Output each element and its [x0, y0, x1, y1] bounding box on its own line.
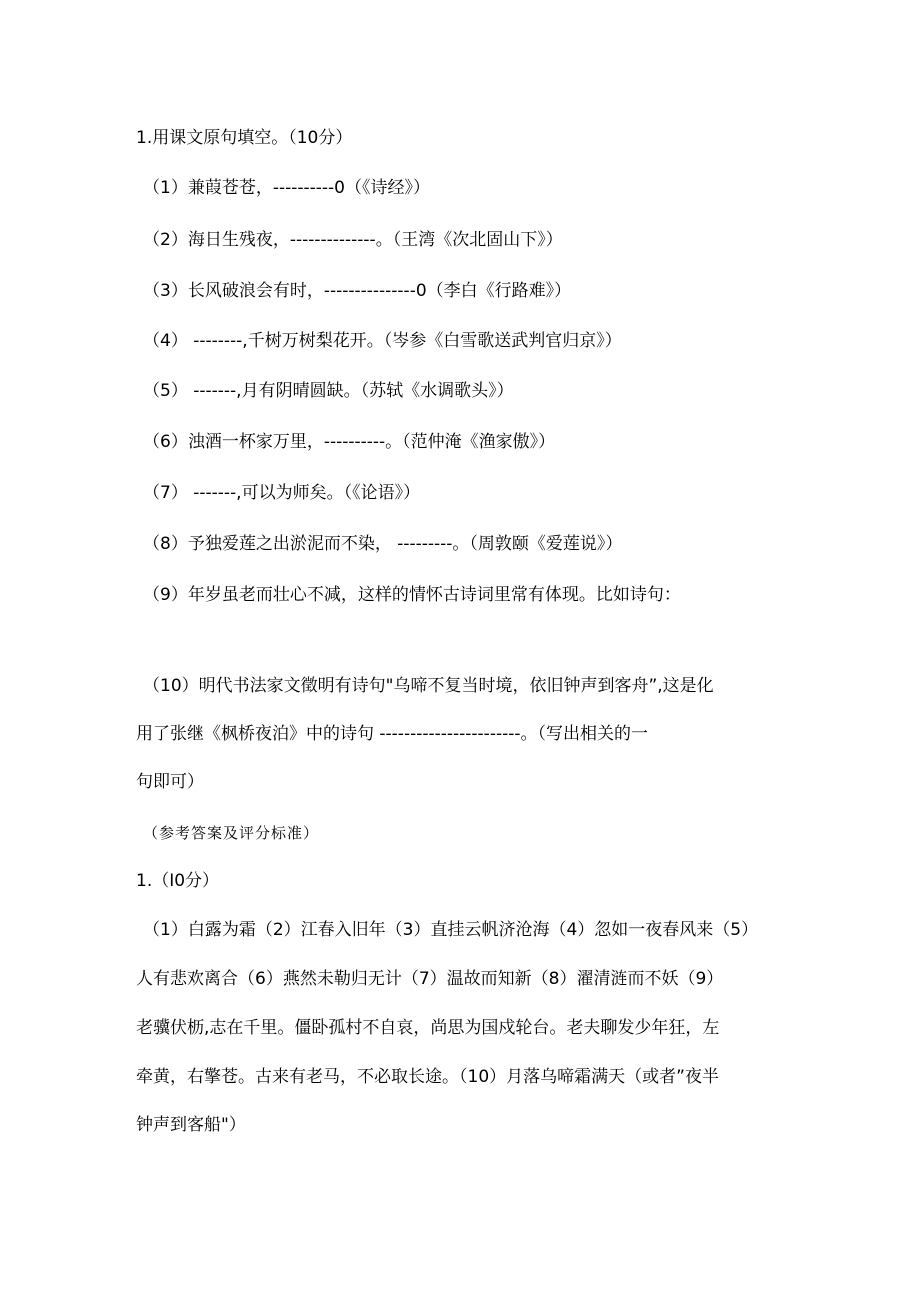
answer-line-5: 钟声到客船"）	[136, 1115, 246, 1135]
answer-line-2: 人有悲欢离合（6）燕然未勒归无计（7）温故而知新（8）濯清涟而不妖（9）	[136, 969, 724, 989]
question-heading: 1.用课文原句填空。（10分）	[136, 128, 353, 148]
answer-line-4: 牵黄，右擎苍。古来有老马，不必取长途。（10）月落乌啼霜满天（或者”夜半	[136, 1067, 719, 1087]
question-item-10-line-3: 句即可）	[136, 772, 204, 792]
answer-key-note: （参考答案及评分标准）	[143, 824, 320, 842]
question-item-10-line-2: 用了张继《枫桥夜泊》中的诗句 -----------------------。（写出相关的一	[136, 724, 648, 744]
question-item-1: （1）兼葭苍苍，----------0（《诗经》）	[143, 178, 430, 198]
question-item-10-line-1: （10）明代书法家文徵明有诗句"乌啼不复当时境，依旧钟声到客舟”,这是化	[143, 676, 714, 696]
question-item-6: （6）浊酒一杯家万里，----------。（范仲淹《渔家傲》）	[143, 432, 556, 452]
answer-line-3: 老骥伏枥,志在千里。僵卧孤村不自哀，尚思为国戍轮台。老夫聊发少年狂，左	[136, 1018, 720, 1038]
question-item-9: （9）年岁虽老而壮心不减，这样的情怀古诗词里常有体现。比如诗句：	[143, 585, 681, 605]
question-item-7: （7） -------,可以为师矣。（《论语》）	[143, 483, 421, 503]
question-item-3: （3）长风破浪会有时，---------------0（李白《行路难》）	[143, 281, 572, 301]
question-item-8: （8）予独爱莲之出淤泥而不染， ---------。（周敦颐《爱莲说》）	[143, 534, 623, 554]
question-item-4: （4） --------,千树万树梨花开。（岑参《白雪歌送武判官归京》）	[143, 331, 622, 351]
answer-line-1: （1）白露为霜（2）江春入旧年（3）直挂云帆济沧海（4）忽如一夜春风来（5）	[143, 920, 759, 940]
question-item-2: （2）海日生残夜，--------------。（王湾《次北固山下》）	[143, 230, 563, 250]
answer-heading: 1.（I0分）	[136, 871, 220, 891]
question-item-5: （5） -------,月有阴晴圆缺。（苏轼《水调歌头》）	[143, 381, 514, 401]
